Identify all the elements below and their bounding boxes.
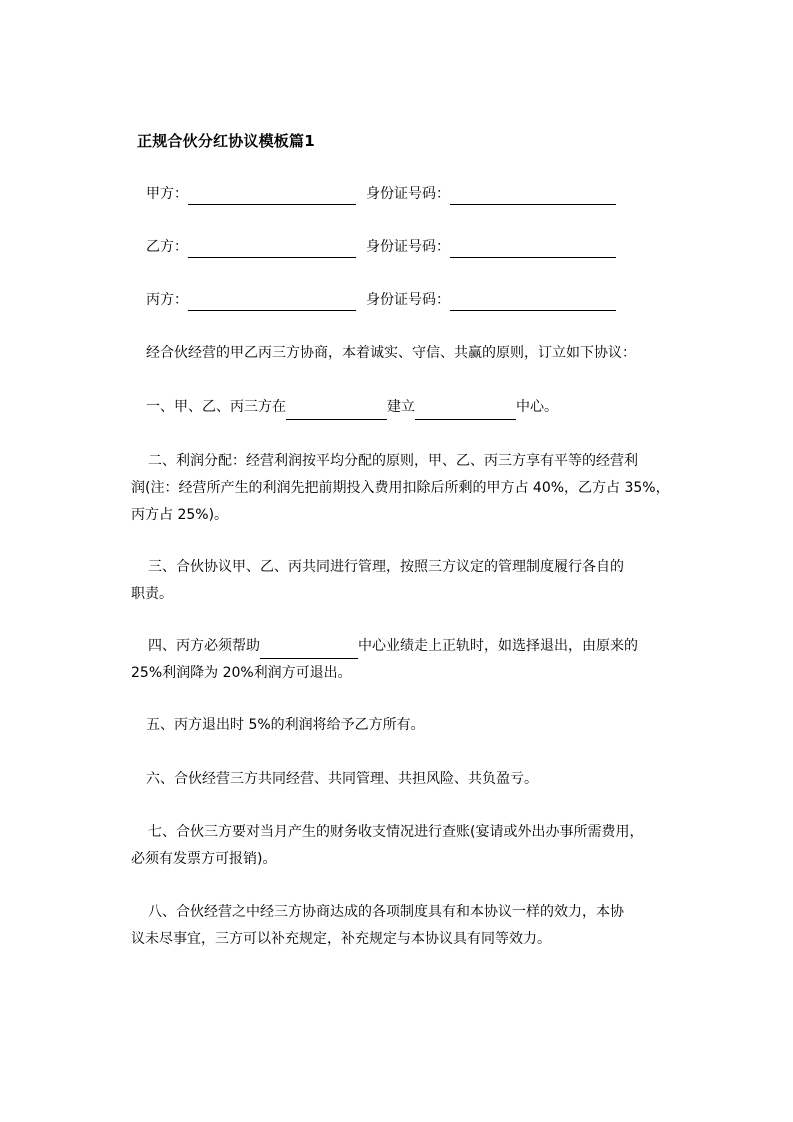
clause-7-line-2: 必须有发票方可报销)。 <box>131 851 277 867</box>
clause-2-line-3: 丙方占 25%)。 <box>131 507 229 523</box>
clause-8-line-1: 八、合伙经营之中经三方协商达成的各项制度具有和本协议一样的效力，本协 <box>148 904 624 920</box>
party-a-label: 甲方： <box>146 186 188 202</box>
party-b-id-blank[interactable] <box>450 242 616 258</box>
clause-5: 五、丙方退出时 5%的利润将给予乙方所有。 <box>146 717 425 733</box>
clause-4-line-2: 25%利润降为 20%利润方可退出。 <box>131 665 352 681</box>
clause-1-center-blank[interactable] <box>415 403 516 420</box>
clause-8-line-2: 议未尽事宜，三方可以补充规定，补充规定与本协议具有同等效力。 <box>131 931 551 947</box>
clause-2-line-1: 二、利润分配：经营利润按平均分配的原则，甲、乙、丙三方享有平等的经营利 <box>148 453 638 469</box>
clause-3-line-1: 三、合伙协议甲、乙、丙共同进行管理，按照三方议定的管理制度履行各自的 <box>148 559 624 575</box>
intro-paragraph: 经合伙经营的甲乙丙三方协商，本着诚实、守信、共赢的原则，订立如下协议： <box>146 345 636 361</box>
party-a-id-blank[interactable] <box>450 189 616 205</box>
clause-1-location-blank[interactable] <box>286 403 387 420</box>
party-c-row <box>146 289 616 311</box>
clause-1-part-a: 一、甲、乙、丙三方在 <box>146 399 286 415</box>
party-a-row <box>146 183 616 205</box>
party-b-id-label: 身份证号码： <box>366 239 450 255</box>
clause-1-part-c: 中心。 <box>516 399 558 415</box>
party-a-name-blank[interactable] <box>188 189 356 205</box>
clause-1 <box>146 395 558 420</box>
party-b-row <box>146 236 616 258</box>
clause-4-part-b: 中心业绩走上正轨时，如选择退出，由原来的 <box>358 638 638 654</box>
document-title: 正规合伙分红协议模板篇1 <box>137 132 315 150</box>
party-c-id-label: 身份证号码： <box>366 292 450 308</box>
clause-1-part-b: 建立 <box>387 399 415 415</box>
clause-2-line-2: 润(注：经营所产生的利润先把前期投入费用扣除后所剩的甲方占 40%，乙方占 35%， <box>131 480 670 496</box>
party-a-id-label: 身份证号码： <box>366 186 450 202</box>
clause-4-part-a: 四、丙方必须帮助 <box>148 638 260 654</box>
clause-4-center-blank[interactable] <box>260 642 358 659</box>
clause-7-line-1: 七、合伙三方要对当月产生的财务收支情况进行查账(宴请或外出办事所需费用， <box>148 824 644 840</box>
party-b-name-blank[interactable] <box>188 242 356 258</box>
party-c-label: 丙方： <box>146 292 188 308</box>
clause-6: 六、合伙经营三方共同经营、共同管理、共担风险、共负盈亏。 <box>146 771 538 787</box>
clause-3-line-2: 职责。 <box>131 586 173 602</box>
clause-4-line-1 <box>148 634 638 659</box>
party-c-name-blank[interactable] <box>188 295 356 311</box>
party-b-label: 乙方： <box>146 239 188 255</box>
party-c-id-blank[interactable] <box>450 295 616 311</box>
